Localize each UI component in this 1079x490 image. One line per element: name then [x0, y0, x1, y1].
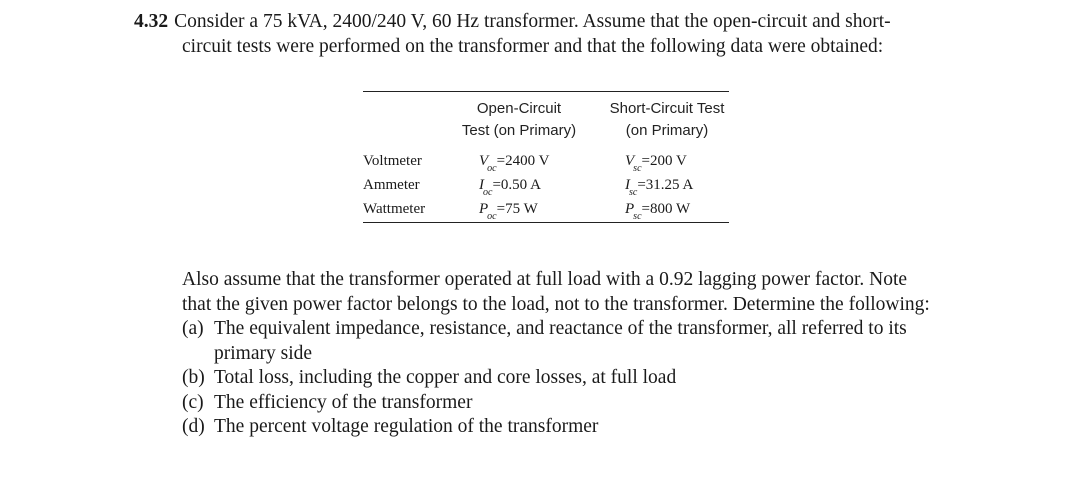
item-text: The equivalent impedance, resistance, and reactance of the transformer, all referred to its primary side	[214, 318, 907, 364]
sc-value: $P_{sc}=800$ W	[625, 201, 691, 222]
oc-header-line2: Test (on Primary)	[461, 122, 577, 139]
item-text: The percent voltage regulation of the transformer	[214, 416, 599, 437]
sc-value: $I_{sc}=31.25$ A	[625, 177, 694, 198]
oc-value: $P_{oc}=75$ W	[479, 201, 538, 222]
problem-number: 4.32	[134, 11, 169, 32]
assumption-paragraph	[182, 268, 972, 317]
sc-header-line2: (on Primary)	[625, 122, 709, 139]
short-circuit-header	[597, 98, 737, 142]
item-label: (c)	[182, 391, 204, 413]
row-label: Voltmeter	[363, 153, 422, 169]
item-text: Total loss, including the copper and core losses, at full load	[214, 367, 677, 388]
list-item	[182, 415, 972, 440]
paragraph-line1: Also assume that the transformer operated at full load with a 0.92 lagging power factor. Note	[182, 269, 908, 290]
row-label: Wattmeter	[363, 201, 426, 217]
paragraph-line2: that the given power factor belongs to the load, not to the transformer. Determine the following:	[182, 293, 930, 315]
sc-header-line1: Short-Circuit Test	[609, 100, 725, 117]
item-label: (a)	[182, 318, 204, 339]
test-data-table	[363, 91, 729, 223]
oc-header-line1: Open-Circuit	[476, 100, 562, 117]
list-item	[182, 366, 972, 391]
item-text: The efficiency of the transformer	[214, 391, 473, 413]
oc-value: $I_{oc}=0.50$ A	[479, 177, 541, 198]
problem-intro-line2: circuit tests were performed on the transformer and that the following data were obtained:	[182, 36, 884, 57]
item-label: (b)	[182, 367, 205, 388]
list-item	[182, 391, 972, 416]
question-list	[182, 317, 972, 440]
item-label: (d)	[182, 416, 205, 437]
problem-intro-line1	[134, 9, 964, 34]
oc-value: $V_{oc}=2400$ V	[479, 153, 550, 174]
row-label: Ammeter	[363, 177, 420, 193]
sc-value: $V_{sc}=200$ V	[625, 153, 687, 174]
problem-intro-text: Consider a 75 kVA, 2400/240 V, 60 Hz transformer. Assume that the open-circuit and short-	[174, 11, 891, 32]
list-item	[182, 317, 972, 366]
open-circuit-header	[451, 98, 587, 142]
problem-statement	[134, 9, 964, 59]
